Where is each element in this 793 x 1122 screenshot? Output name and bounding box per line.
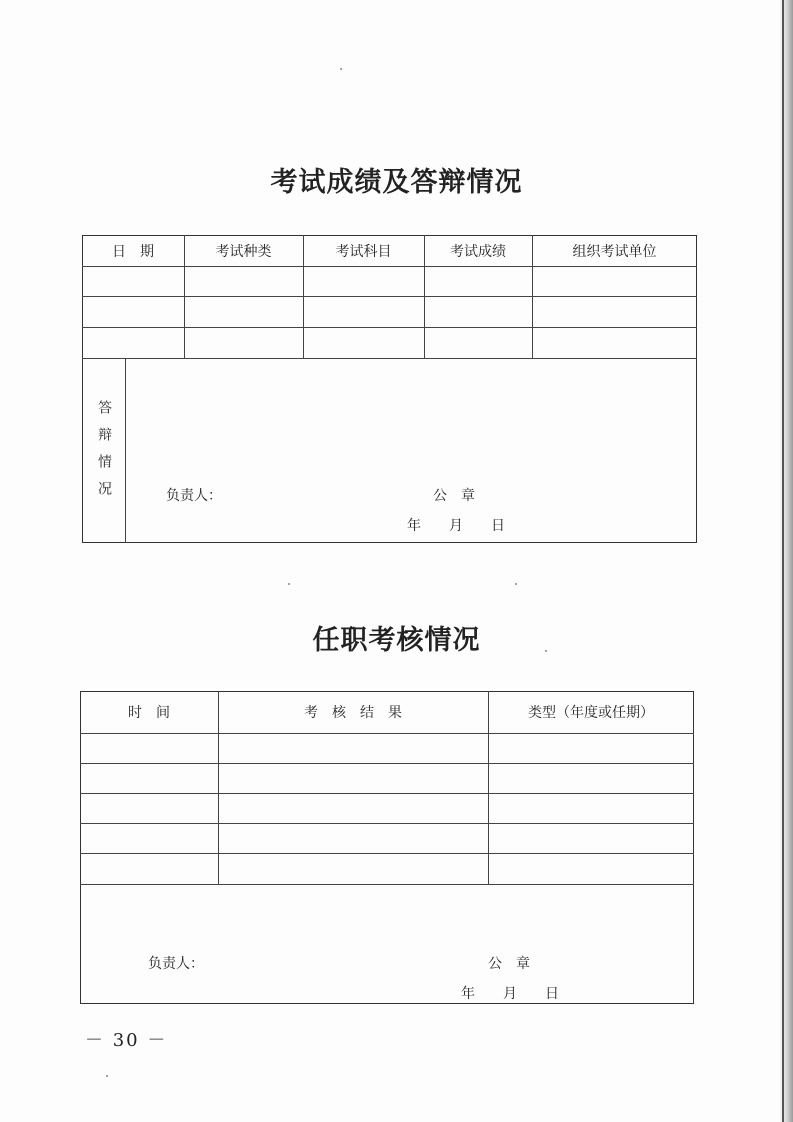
table-row[interactable]	[82, 266, 184, 296]
header-exam-type: 考试种类	[215, 243, 272, 260]
table-row[interactable]	[80, 733, 218, 763]
header-time: 时 间	[128, 705, 170, 721]
scan-speck	[340, 68, 342, 70]
table-row[interactable]	[82, 296, 184, 327]
header-organizer: 组织考试单位	[572, 243, 657, 260]
scan-speck	[106, 1075, 108, 1077]
scan-speck	[515, 583, 517, 585]
table-row[interactable]	[82, 327, 184, 358]
header-exam-subject: 考试科目	[335, 243, 392, 260]
seal-label: 公 章	[488, 956, 530, 972]
defense-col-divider	[125, 358, 126, 543]
table-row[interactable]	[80, 793, 218, 823]
header-result: 考 核 结 果	[304, 705, 402, 721]
scan-speck	[545, 650, 547, 652]
responsible-label: 负责人：	[166, 488, 222, 504]
exam-row-divider	[82, 358, 697, 359]
defense-label: 答辩情况	[96, 400, 112, 508]
header-date: 日 期	[112, 243, 154, 260]
table-row[interactable]	[80, 763, 218, 793]
scan-speck	[288, 583, 290, 585]
assessment-section-title: 任职考核情况	[312, 625, 481, 656]
date-label: 年 月 日	[461, 986, 559, 1002]
exam-section-title: 考试成绩及答辩情况	[270, 167, 523, 198]
assessment-row-divider	[80, 884, 694, 885]
table-row[interactable]	[80, 823, 218, 853]
table-row[interactable]	[80, 853, 218, 884]
responsible-label: 负责人：	[148, 956, 204, 972]
header-type: 类型（年度或任期）	[528, 705, 654, 721]
date-label: 年 月 日	[407, 518, 505, 534]
header-exam-score: 考试成绩	[450, 243, 506, 260]
seal-label: 公 章	[433, 488, 475, 504]
page-number: － 30 －	[85, 1030, 168, 1051]
